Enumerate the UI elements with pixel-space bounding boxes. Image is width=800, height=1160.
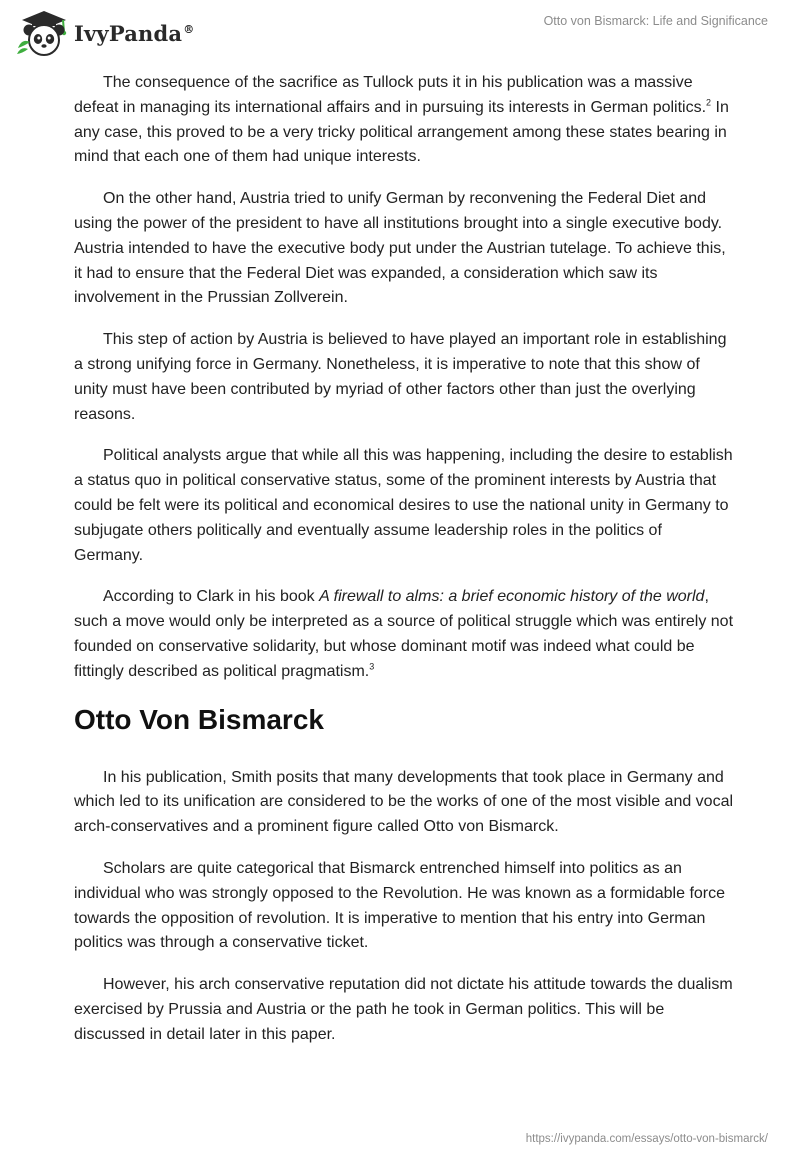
essay-body	[74, 71, 734, 1065]
paragraph: The consequence of the sacrifice as Tullock puts it in his publication was a massive defeat in managing its international affairs and in pursuing its interests in German politics.$^2$ In any case, this proved to be a very tricky political arrangement among these states bearing in mind that each one of them had unique interests.	[74, 74, 729, 166]
footnote-ref[interactable]: 2	[706, 97, 712, 108]
page-header	[0, 0, 800, 64]
section-heading: Otto Von Bismarck	[74, 703, 324, 735]
paragraph: Scholars are quite categorical that Bismarck entrenched himself into politics as an individual who was strongly opposed to the Revolution. He was known as a formidable force towards the opposition of revolution. It is imperative to mention that his entry into German politics was through a conservative ticket.	[74, 859, 726, 952]
paragraph: However, his arch conservative reputation did not dictate his attitude towards the dualism exercised by Prussia and Austria or the path he took in German politics. This will be discussed in detail later in this paper.	[74, 976, 733, 1043]
footnote-ref[interactable]: 3	[369, 661, 375, 672]
paragraph: In his publication, Smith posits that many developments that took place in Germany and which led to its unification are considered to be the works of one of the most visible and vocal arch-conservatives and a prominent figure called Otto von Bismarck.	[74, 768, 734, 836]
paragraph: On the other hand, Austria tried to unify German by reconvening the Federal Diet and using the power of the president to have all institutions brought into a single executive body. Austria intended to have the executive body put under the Austrian tutelage. To achieve this, it had to ensure that the Federal Diet was expanded, a consideration which saw its involvement in the Prussian Zollverein.	[74, 190, 726, 307]
panda-mascot-icon	[14, 8, 70, 58]
document-title: Otto von Bismarck: Life and Significance	[543, 14, 768, 28]
book-title: A firewall to alms: a brief economic history of the world	[319, 588, 705, 606]
brand-name: IvyPanda®	[74, 20, 195, 46]
paragraph: This step of action by Austria is believed to have played an important role in establishing a strong unifying force in Germany. Nonetheless, it is imperative to note that this show of unity must have been contributed by myriad of other factors other than just the overlying reasons.	[74, 331, 727, 423]
paragraph: According to Clark in his book A firewall to alms: a brief economic history of the world, such a move would only be interpreted as a source of political struggle which was entirely not founded on conservative solidarity, but whose dominant motif was indeed what could be fittingly described as political pragmatism.$^3$	[74, 588, 734, 680]
brand-logo[interactable]	[14, 8, 194, 58]
source-url[interactable]: https://ivypanda.com/essays/otto-von-bismarck/	[525, 1133, 768, 1145]
paragraph: Political analysts argue that while all this was happening, including the desire to establish a status quo in political conservative status, some of the prominent interests by Austria that could be felt were its political and economical desires to use the national unity in Germany to subjugate others politically and eventually assume leadership roles in the politics of Germany.	[74, 447, 733, 564]
